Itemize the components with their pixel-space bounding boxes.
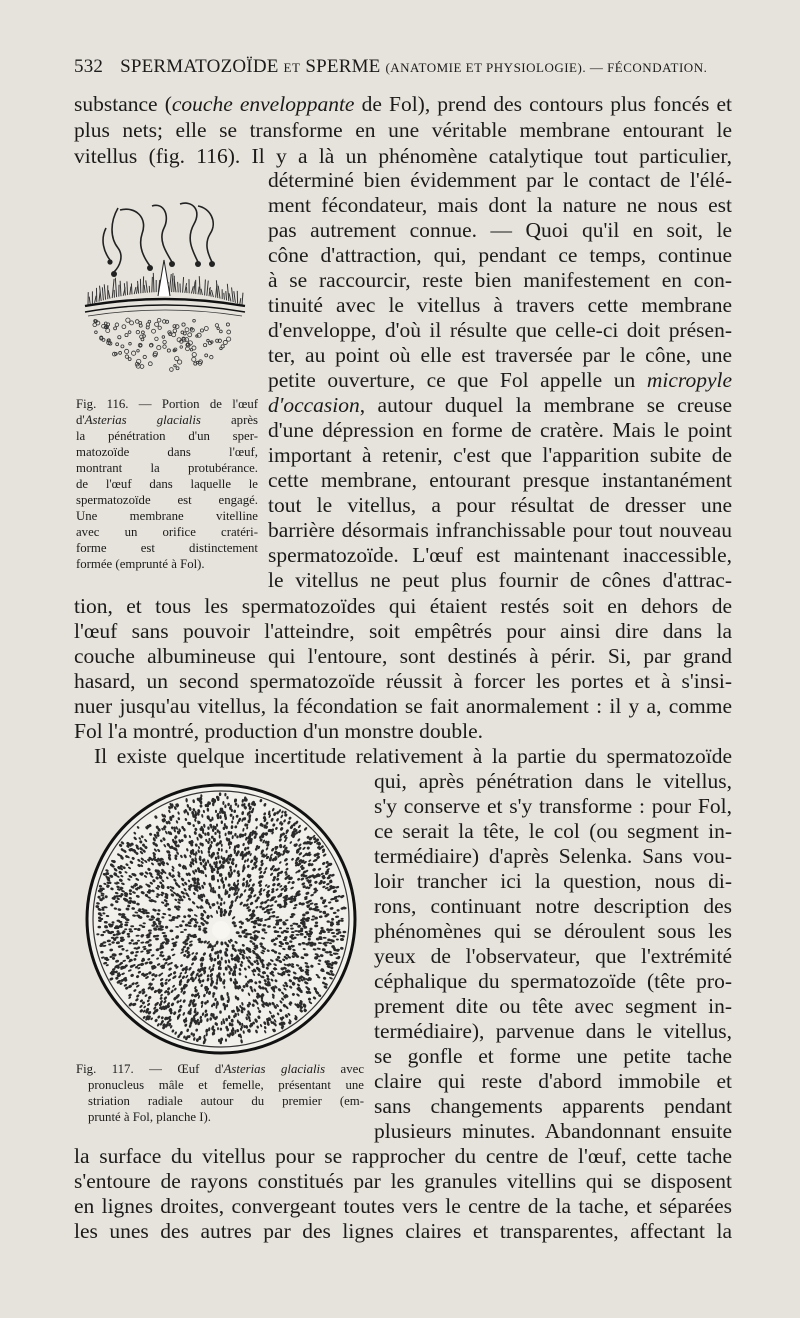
text-line: phénomènes qui se déroulent sous les	[374, 919, 732, 943]
text-line: pas autrement connue. — Quoi qu'il en soit, le	[268, 218, 732, 242]
text-line: en lignes droites, convergeant toutes vers le centre de la tache, et séparées	[74, 1194, 732, 1218]
text-line: vitellus (fig. 116). Il y a là un phénomène catalytique tout particulier,	[74, 144, 732, 168]
text-line: barrière désormais infranchissable pour tout nouveau	[268, 518, 732, 542]
header-title: SPERMATOZOÏDE	[120, 56, 279, 77]
text-line: ce serait la tête, le col (ou segment in-	[374, 819, 732, 843]
text-line: tion, et tous les spermatozoïdes qui étaient restés soit en dehors de	[74, 594, 732, 618]
text-line: les unes des autres par des lignes claires et transparentes, affectant la	[74, 1219, 732, 1243]
text-line: petite ouverture, ce que Fol appelle un micropyle	[268, 368, 732, 392]
text-line: sans changements apparents pendant	[374, 1094, 732, 1118]
text-line: rons, continuant notre description des	[374, 894, 732, 918]
text-line: substance (couche enveloppante de Fol), prend des contours plus foncés et	[74, 92, 732, 116]
text-line: yeux de l'observateur, que l'extrémité	[374, 944, 732, 968]
text-line: céphalique du spermatozoïde (tête pro-	[374, 969, 732, 993]
text-line: s'entoure de rayons constitués par les granules vitellins qui se disposent	[74, 1169, 732, 1193]
text-line: Fol l'a montré, production d'un monstre double.	[74, 719, 484, 743]
text-line: plus nets; elle se transforme en une véritable membrane entourant le	[74, 118, 732, 142]
text-line: ter, au point où elle est traversée par le cône, une	[268, 343, 732, 367]
text-line: la surface du vitellus pour se rapprocher du centre de l'œuf, cette tache	[74, 1144, 732, 1168]
text-line: s'y conserve et s'y transforme : pour Fol,	[374, 794, 732, 818]
text-line: le vitellus ne peut plus fournir de cônes d'attrac-	[268, 568, 732, 592]
text-line: plusieurs minutes. Abandonnant ensuite	[374, 1119, 732, 1143]
text-line: important à retenir, c'est que l'apparition subite de	[268, 443, 732, 467]
text-line: hasard, un second spermatozoïde réussit à forcer les portes et à s'insi-	[74, 669, 732, 693]
egg-radial-striation-illustration	[78, 782, 364, 1058]
text-line: termédiaire) d'après Selenka. Sans vou-	[374, 844, 732, 868]
sperm-penetration-illustration	[80, 188, 250, 393]
header-subtitle: (ANATOMIE ET PHYSIOLOGIE). — FÉCONDATION.	[385, 60, 708, 75]
text-line: qui, après pénétration dans le vitellus,	[374, 769, 732, 793]
text-line: ment fécondateur, mais dont la nature ne nous est	[268, 193, 732, 217]
text-line: tout le vitellus, a pour résultat de dresser une	[268, 493, 732, 517]
text-line: d'enveloppe, d'où il résulte que celle-ci doit présen-	[268, 318, 732, 342]
text-line: cône d'attraction, qui, pendant ce temps, continue	[268, 243, 732, 267]
text-line: à se raccourcir, reste bien manifestement en con-	[268, 268, 732, 292]
text-line: d'occasion, autour duquel la membrane se creuse	[268, 393, 732, 417]
text-line: se gonfle et forme une petite tache	[374, 1044, 732, 1068]
text-line: cette membrane, entourant presque instantanément	[268, 468, 732, 492]
text-line: Il existe quelque incertitude relativement à la partie du spermatozoïde	[94, 744, 732, 768]
text-line: prement dite ou tête avec segment in-	[374, 994, 732, 1018]
text-line: spermatozoïde. L'œuf est maintenant inaccessible,	[268, 543, 732, 567]
page-number: 532	[74, 56, 104, 77]
text-line: couche albumineuse qui l'entoure, sont destinés à périr. Si, par grand	[74, 644, 732, 668]
text-line: claire qui reste d'abord immobile et	[374, 1069, 732, 1093]
text-line: l'œuf sans pouvoir l'atteindre, soit empêtrés pour ainsi dire dans la	[74, 619, 732, 643]
text-line: loir trancher ici la question, nous di-	[374, 869, 732, 893]
running-header	[74, 56, 734, 78]
text-line: termédiaire), parvenue dans le vitellus,	[374, 1019, 732, 1043]
text-line: d'une dépression en forme de cratère. Mais le point	[268, 418, 732, 442]
header-et: ET	[283, 60, 301, 75]
text-line: nuer jusqu'au vitellus, la fécondation se fait anormalement : il y a, comme	[74, 694, 732, 718]
text-line: déterminé bien évidemment par le contact de l'élé-	[268, 168, 732, 192]
book-page: 532 SPERMATOZOÏDE ET SPERME (ANATOMIE ET PHYSIOLOGIE). — FÉCONDATION. substance (couche enveloppante de Fol), prend des contours plus foncés et plus nets; elle se transforme en une véritable membrane entourant le vitellus (fig. 116). Il y a là un phénomène catalytique tout particulier, déterminé bien évidemment par le contact de l'élé- ment fécondateur, mais dont la nature ne nous est pas autrement connue. — Quoi qu'il en soit, le cône d'attraction, qui, pendant ce temps, continue à se raccourcir, reste bien manifestement en con- tinuité avec le vitellus à travers cette membrane d'enveloppe, d'où il résulte que celle-ci doit présen- ter, au point où elle est traversée par le cône, une petite ouverture, ce que Fol appelle un micropyle d'occasion, autour duquel la membrane se creuse d'une dépression en forme de cratère. Mais le point important à retenir, c'est que l'apparition subite de cette membrane, entourant presque instantanément tout le vitellus, a pour résultat de dresser une barrière désormais infranchissable pour tout nouveau spermatozoïde. L'œuf est maintenant inaccessible, le vitellus ne peut plus fournir de cônes d'attrac- tion, et tous les spermatozoïdes qui étaient restés soit en dehors de l'œuf sans pouvoir l'atteindre, soit empêtrés pour ainsi dire dans la couche albumineuse qui l'entoure, sont destinés à périr. Si, par grand hasard, un second spermatozoïde réussit à forcer les portes et à s'insi- nuer jusqu'au vitellus, la fécondation se fait anormalement : il y a, comme Fol l'a montré, production d'un monstre double. Il existe quelque incertitude relativement à la partie du spermatozoïde qui, après pénétration dans le vitellus, s'y conserve et s'y transforme : pour Fol, ce serait la tête, le col (ou segment in- termédiaire) d'après Selenka. Sans vou- loir trancher ici la question, nous di- rons, continuant notre description des phénomènes qui se déroulent sous les yeux de l'observateur, que l'extrémité céphalique du spermatozoïde (tête pro- prement dite ou tête avec segment in- termédiaire), parvenue dans le vitellus, se gonfle et forme une petite tache claire qui reste d'abord immobile et sans changements apparents pendant plusieurs minutes. Abandonnant ensuite la surface du vitellus pour se rapprocher du centre de l'œuf, cette tache s'entoure de rayons constitués par les granules vitellins qui se disposent en lignes droites, convergeant toutes vers le centre de la tache, et séparées les unes des autres par des lignes claires et transparentes, affectant la Fig. 116. — Portion de l'œuf d'Asterias glacialis après la pénétration d'un sper- matozoïde dans l'œuf, montrant la protubérance. de l'œuf dans laquelle le spermatozoïde est engagé. Une membrane vitelline avec un orifice cratéri- forme est distinctement formée (emprunté à Fol). Fig. 117. — Œuf d'Asterias glacialis avec pronucleus mâle et femelle, présentant une striation radiale autour du premier (em- prunté à Fol, planche I).	[74, 56, 732, 1243]
text-line: tinuité avec le vitellus à travers cette membrane	[268, 293, 732, 317]
header-title2: SPERME	[305, 56, 381, 77]
